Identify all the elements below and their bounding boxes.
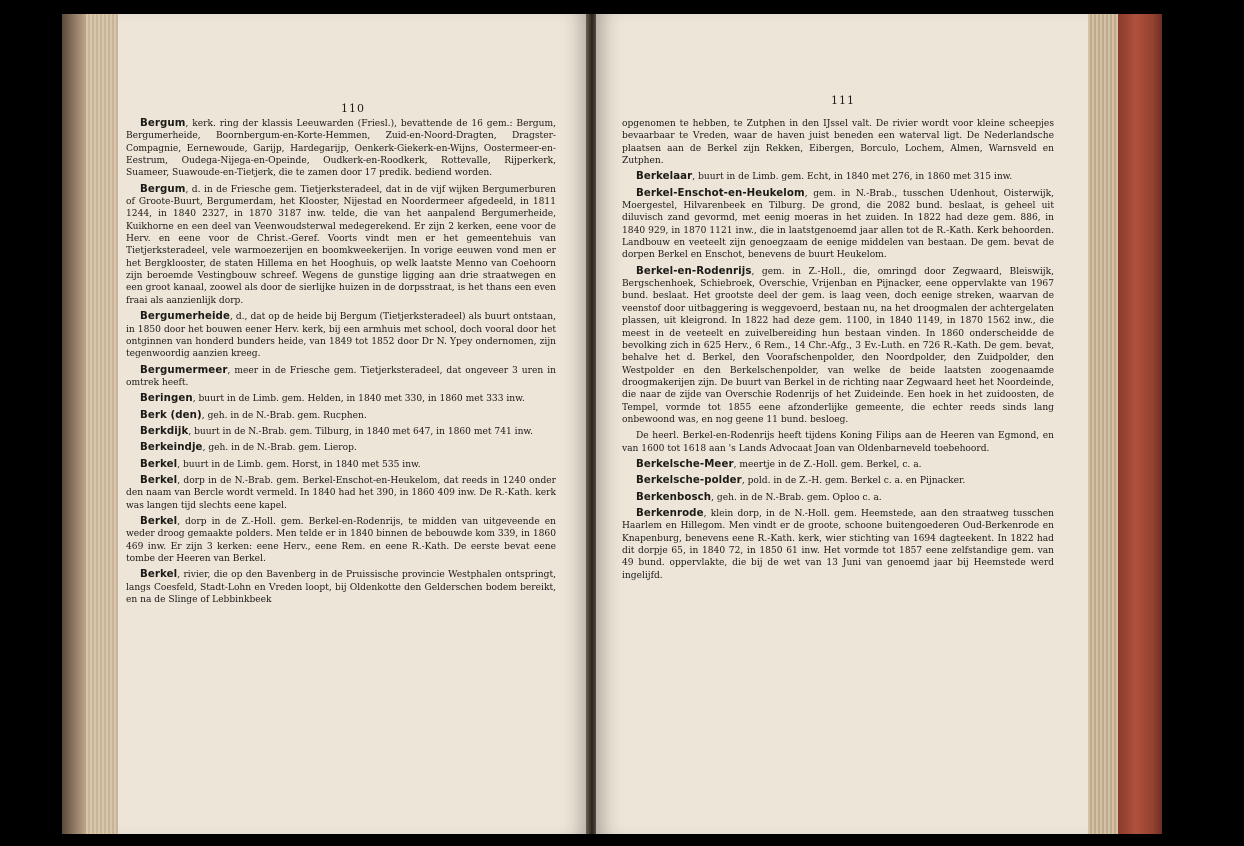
entry-text: , gem. in Z.-Holl., die, omringd door Zegwaard, Bleiswijk, Bergschenhoek, Schiebroek, Overschie, Vrijenban en Pijnacker, eene oppervlakte van 1967 bund. beslaat. Het grootste deel der gem. is laag veen, doch eenige streken, waarvan de veenstof door uitbaggering is weggevoerd, bestaan nu, na het droogmalen der achtergelaten plassen, uit kleigrond. In 1822 had deze gem. 1100, in 1840 1149, in 1870 1562 inw., die meest in de veeteelt en zuivelbereiding hun bestaan vinden. In 1860 onderscheidde de bevolking zich in 625 Herv., 6 Rem., 14 Chr.-Afg., 3 Ev.-Luth. en 726 R.-Kath. De gem. bevat, behalve het d. Berkel, den Voorafschenpolder, den Noordpolder, den Zuidpolder, den Westpolder en den Berkelschenpolder, van welke de beide laatsten zoogenaamde droogmakerijen zijn. De buurt van Berkel in de richting naar Zegwaard heet het Noordeinde, die naar de zijde van Overschie Rodenrijs of het Zuideinde. Een hoek in het zuidoosten, de Tempel, vormde tot 1855 eene afzonderlijke gemeente, die echter reeds sinds lang onbewoond was, en nog geene 11 bund. besloeg. [622, 266, 1054, 425]
entry-headword: Berkelaar [636, 171, 693, 183]
entry-headword: Bergumerheide [140, 311, 230, 323]
entry [126, 410, 556, 422]
entry [622, 475, 1054, 487]
entry-headword: Berkenbosch [636, 491, 712, 503]
continuation-text: opgenomen te hebben, te Zutphen in den IJssel valt. De rivier wordt voor kleine scheepjes bevaarbaar te Vreden, waar de haven juist beneden een waterval ligt. De Nederlandsche plaatsen aan de Berkel zijn Rekken, Eibergen, Borculo, Lochem, Almen, Warnsveld en Zutphen. [622, 119, 1054, 167]
entry-text: , kerk. ring der klassis Leeuwarden (Friesl.), bevattende de 16 gem.: Bergum, Bergumerheide, Boornbergum-en-Korte-Hemmen, Zuid-en-Noord-Dragten, Dragster-Compagnie, Eernewoude, Garijp, Hardegarijp, Oenkerk-Giekerk-en-Wijns, Oostermeer-en-Eestrum, Oudega-Nijega-en-Opeinde, Oudkerk-en-Roodkerk, Rottevalle, Rijperkerk, Suameer, Suawoude-en-Tietjerk, die te zamen door 17 predik. bediend worden. [126, 119, 556, 179]
entry [622, 508, 1054, 582]
entry-headword: Berkel [140, 458, 178, 470]
entry [126, 184, 556, 307]
entry-text: , meertje in de Z.-Holl. gem. Berkel, c. a. [733, 459, 922, 470]
entry [126, 393, 556, 405]
entry [126, 475, 556, 512]
page-edges-left [86, 14, 120, 834]
entry [622, 430, 1054, 455]
entry [622, 492, 1054, 504]
entry-headword: Beringen [140, 393, 193, 405]
page-number: 111 [831, 94, 855, 107]
book-cover-right [1118, 14, 1162, 834]
entry [126, 118, 556, 180]
entry-headword: Bergum [140, 118, 186, 129]
entry [622, 171, 1054, 183]
entry-text: De heerl. Berkel-en-Rodenrijs heeft tijdens Koning Filips aan de Heeren van Egmond, en van 1600 tot 1618 aan 's Lands Advocaat Joan van Oldenbarneveld toebehoord. [622, 431, 1054, 454]
entry-headword: Berk (den) [140, 409, 202, 421]
entry [126, 516, 556, 565]
entry-text: , geh. in de N.-Brab. gem. Lierop. [202, 443, 357, 454]
right-page [596, 14, 1090, 834]
entry-headword: Bergum [140, 183, 186, 195]
entry [622, 266, 1054, 426]
entry [622, 459, 1054, 471]
entry-headword: Berkeindje [140, 442, 203, 454]
entry [126, 569, 556, 606]
entry [126, 426, 556, 438]
entry-headword: Berkdijk [140, 425, 189, 437]
entry-text: , gem. in N.-Brab., tusschen Udenhout, Oisterwijk, Moergestel, Hilvarenbeek en Tilburg. De grond, die 2082 bund. beslaat, is geheel uit diluvisch zand gevormd, met eenig moeras in het zuiden. In 1822 had deze gem. 886, in 1840 929, in 1870 1121 inw., die in laatstgenoemd jaar allen tot de R.-Kath. Kerk behoorden. Landbouw en veeteelt zijn genoegzaam de eenige middelen van bestaan. De gem. bevat de dorpen Berkel en Enschot, benevens de buurt Heukelom. [622, 188, 1054, 261]
entry-headword: Berkelsche-Meer [636, 458, 734, 470]
entry-text: , pold. in de Z.-H. gem. Berkel c. a. en Pijnacker. [741, 476, 966, 487]
entry-headword: Berkel [140, 569, 178, 581]
left-page [118, 14, 588, 834]
entry-text: , d., dat op de heide bij Bergum (Tietjerksteradeel) als buurt ontstaan, in 1850 door het bouwen eener Herv. kerk, bij een armhuis met school, doch vooral door het ontginnen van honderd bunders heide, van 1849 tot 1852 door Dr N. Ypey ondernomen, zijn tegenwoordig aanzien kreeg. [126, 312, 556, 360]
entry-headword: Berkel-Enschot-en-Heukelom [636, 187, 805, 199]
entry [126, 442, 556, 454]
entry-headword: Bergumermeer [140, 364, 228, 376]
left-column [126, 118, 556, 610]
entry [126, 311, 556, 360]
entry-text: , buurt in de Limb. gem. Horst, in 1840 met 535 inw. [177, 459, 421, 470]
entry-text: , klein dorp, in de N.-Holl. gem. Heemstede, aan den straatweg tusschen Haarlem en Hillegom. Men vindt er de groote, schoone buitengoederen Oud-Berkenrode en Knapenburg, benevens eene R.-Kath. kerk, wier stichting van 1694 dagteekent. In 1822 had dit dorpje 65, in 1840 72, in 1850 61 inw. Het vormde tot 1857 eene zelfstandige gem. van 49 bund. oppervlakte, die bij de wet van 13 Juni van genoemd jaar bij Heemstede werd ingelijfd. [622, 508, 1054, 581]
page-number: 110 [341, 102, 365, 115]
entry [622, 188, 1054, 262]
entry-text: , buurt in de N.-Brab. gem. Tilburg, in 1840 met 647, in 1860 met 741 inw. [188, 426, 534, 437]
entry-headword: Berkel [140, 474, 178, 486]
entry-text: , buurt in de Limb. gem. Helden, in 1840 met 330, in 1860 met 333 inw. [192, 394, 525, 405]
entry-text: , dorp in de N.-Brab. gem. Berkel-Enschot-en-Heukelom, dat reeds in 1240 onder den naam van Bercle wordt vermeld. In 1840 had het 390, in 1860 409 inw. De R.-Kath. kerk was langen tijd slechts eene kapel. [126, 475, 556, 511]
entry-text: , geh. in de N.-Brab. gem. Oploo c. a. [711, 492, 882, 503]
entry-headword: Berkel-en-Rodenrijs [636, 265, 752, 277]
right-column [622, 118, 1054, 586]
entry-text: , buurt in de Limb. gem. Echt, in 1840 met 276, in 1860 met 315 inw. [692, 172, 1013, 183]
entry-text: , meer in de Friesche gem. Tietjerksteradeel, dat ongeveer 3 uren in omtrek heeft. [126, 365, 556, 388]
entry-headword: Berkenrode [636, 507, 704, 519]
entry-headword: Berkel [140, 515, 178, 527]
entry-text: , dorp in de Z.-Holl. gem. Berkel-en-Rodenrijs, te midden van uitgeveende en weder droog gemaakte polders. Men telde er in 1840 binnen de bebouwde kom 339, in 1860 469 inw. Er zijn 3 kerken: eene Herv., eene Rem. en eene R.-Kath. De eerste bevat eene tombe der Heeren van Berkel. [126, 516, 556, 564]
entry-text: , d. in de Friesche gem. Tietjerksteradeel, dat in de vijf wijken Bergumerburen of Groote-Buurt, Bergumerdam, het Klooster, Nijestad en Noordermeer afgedeeld, in 1811 1244, in 1840 2327, in 1870 3187 inw. telde, die van het aanpalend Bergumerheide, Kuikhorne en een deel van Veenwoudsterwal medegerekend. Er zijn 2 kerken, eene voor de Herv. en eene voor de Christ.-Geref. Voorts vindt men er het gemeentehuis van Tietjerksteradeel, vele warmoezerijen en boomkweekerijen. In vorige eeuwen vond men er het Bergklooster, de staten Hillema en het Hooghuis, op welk laatste Menno van Coehoorn zijn beroemde Vestingbouw schreef. Wegens de gunstige ligging aan drie straatwegen en een groot kanaal, zoowel als door de sierlijke huizen in de dorpsstraat, is het thans een even fraai als aanzienlijk dorp. [126, 184, 556, 306]
entry [126, 459, 556, 471]
entry-headword: Berkelsche-polder [636, 475, 742, 487]
entry-text: , rivier, die op den Bavenberg in de Pruissische provincie Westphalen ontspringt, langs Coesfeld, Stadt-Lohn en Vreden loopt, bij Oldenkotte den Gelderschen bodem bereikt, en na de Slinge of Lebbinkbeek [126, 570, 556, 606]
entry [126, 365, 556, 390]
page-edges-right [1088, 14, 1122, 834]
entry-text: , geh. in de N.-Brab. gem. Rucphen. [201, 410, 367, 421]
